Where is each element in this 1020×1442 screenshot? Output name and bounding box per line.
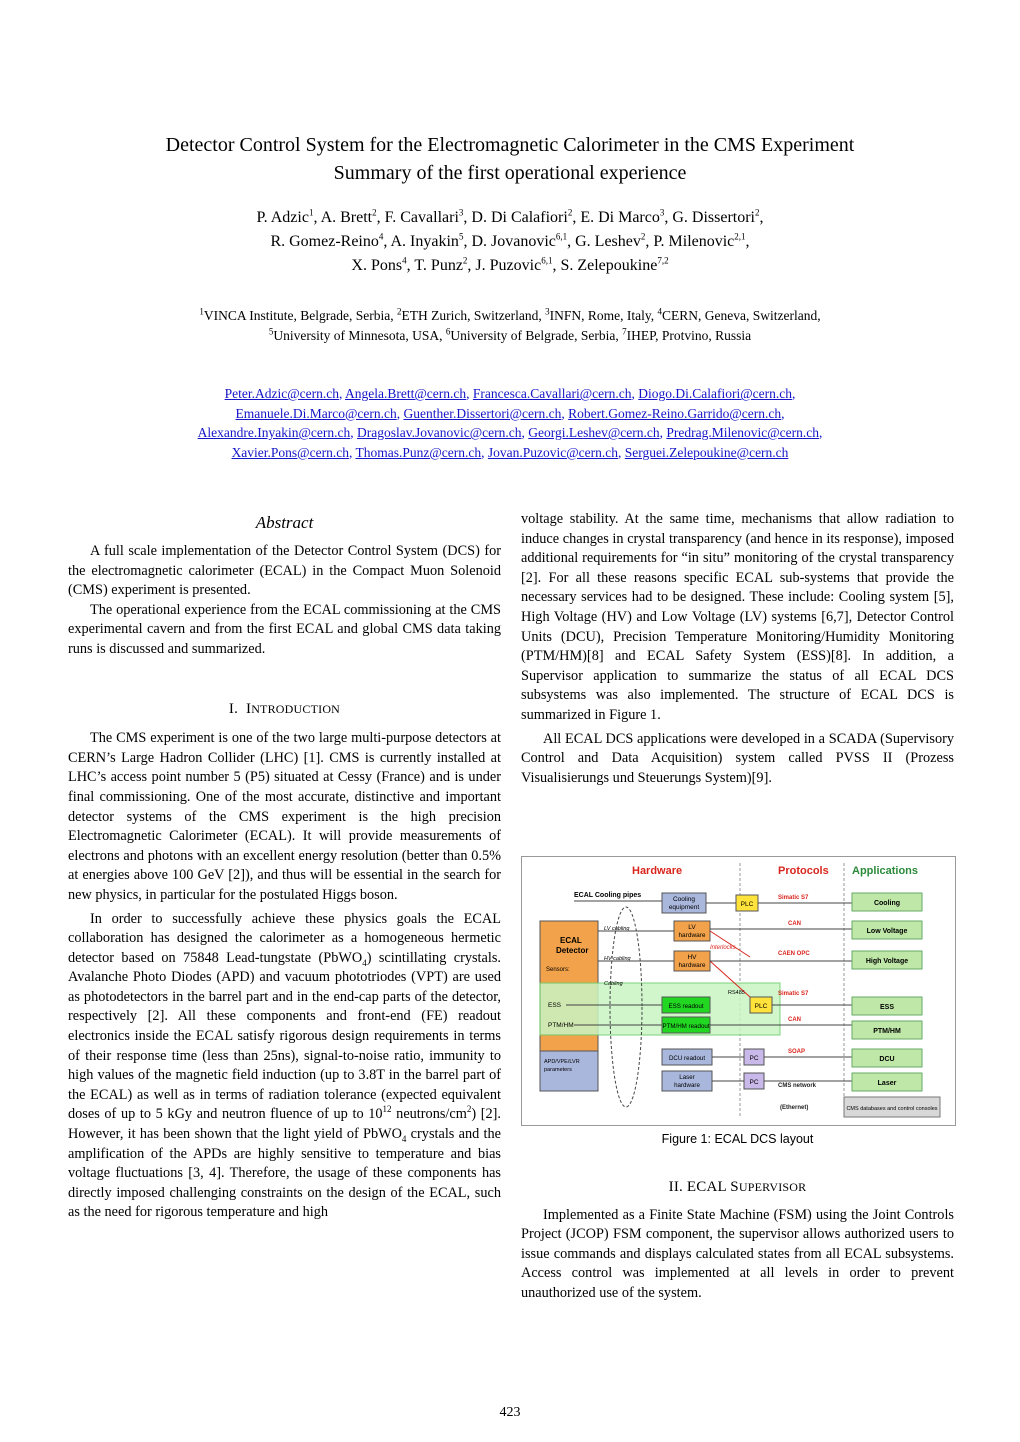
ecal-detector-label: ECAL bbox=[560, 936, 582, 945]
author-affiliation-mark: 3 bbox=[458, 207, 464, 218]
email-line: Emanuele.Di.Marco@cern.ch, Guenther.Dissertori@cern.ch, Robert.Gomez-Reino.Garrido@cern.ch, bbox=[235, 405, 785, 421]
affiliation-text: IHEP, Protvino, Russia bbox=[626, 328, 752, 343]
author-affiliation-mark: 4 bbox=[402, 255, 407, 266]
email-list bbox=[60, 384, 960, 462]
author-name: F. Cavallari bbox=[384, 209, 459, 226]
svg-text:PLC: PLC bbox=[740, 901, 754, 908]
svg-text:Laser: Laser bbox=[877, 1080, 897, 1087]
email-link[interactable]: Xavier.Pons@cern.ch bbox=[231, 444, 349, 460]
svg-text:HV: HV bbox=[687, 954, 697, 961]
author-name: X. Pons bbox=[351, 257, 403, 274]
email-link[interactable]: Francesca.Cavallari@cern.ch bbox=[472, 386, 632, 401]
header-protocols: Protocols bbox=[778, 865, 829, 877]
svg-text:CAN: CAN bbox=[788, 921, 801, 927]
email-link[interactable]: Guenther.Dissertori@cern.ch bbox=[403, 405, 562, 421]
svg-text:APD/VPE/LVR: APD/VPE/LVR bbox=[544, 1059, 580, 1065]
author-line: X. Pons$^4$, T. Punz$^2$, J. Puzovic$^{6,1}$, S. Zelepoukine$^{7,2}$ bbox=[351, 255, 669, 274]
author-affiliation-mark: 5 bbox=[458, 231, 464, 242]
svg-text:LV: LV bbox=[688, 924, 696, 931]
svg-text:Laser: Laser bbox=[679, 1074, 695, 1081]
svg-text:(Ethernet): (Ethernet) bbox=[780, 1105, 809, 1111]
svg-text:Simatic S7: Simatic S7 bbox=[778, 991, 809, 997]
email-link[interactable]: Peter.Adzic@cern.ch bbox=[224, 386, 339, 401]
svg-text:hardware: hardware bbox=[678, 932, 706, 939]
email-link[interactable]: Serguei.Zelepoukine@cern.ch bbox=[624, 444, 789, 460]
svg-text:PTM/HM readout: PTM/HM readout bbox=[662, 1023, 710, 1030]
right-paragraph-1: voltage stability. At the same time, mechanisms that allow radiation to induce changes in crystal transparency (and hence in its response), imposed additional requirements for “in situ” monitoring of the crystal transparency [2]. For all these reasons specific ECAL sub-systems that provide the necessary services had to be designed. These include: Cooling system [5], High Voltage (HV) and Low Voltage (LV) systems [6,7], Detector Control Units (DCU), Precision Temperature Monitoring/Humidity Monitoring (PTM/HM)[8] and ECAL Safety System (ESS)[8]. In addition, a Supervisor application to summarize the status of all ECAL DCS subsystems was also implemented. The structure of ECAL DCS is summarized in Figure 1. bbox=[521, 511, 954, 723]
paper-title bbox=[60, 131, 960, 187]
title-line-1: Detector Control System for the Electromagnetic Calorimeter in the CMS Experiment bbox=[165, 134, 855, 156]
right-column-bottom bbox=[521, 1178, 954, 1304]
svg-text:ESS readout: ESS readout bbox=[668, 1003, 704, 1010]
author-name: P. Adzic bbox=[256, 209, 309, 226]
author-affiliation-mark: 1 bbox=[308, 207, 314, 218]
figure-caption: Figure 1: ECAL DCS layout bbox=[661, 1132, 814, 1146]
dcs-diagram bbox=[522, 857, 955, 1125]
svg-text:PTM/HM: PTM/HM bbox=[548, 1022, 574, 1029]
right-paragraph-2: All ECAL DCS applications were developed in a SCADA (Supervisory Control and Data Acquisition) system called PVSS II (Prozess Visualisierungs und Steuerungs System)[9]. bbox=[521, 730, 954, 786]
left-column bbox=[68, 512, 501, 1223]
svg-text:parameters: parameters bbox=[544, 1067, 572, 1073]
author-name: G. Dissertori bbox=[672, 209, 755, 226]
author-affiliation-mark: 6,1 bbox=[541, 255, 553, 266]
svg-text:PC: PC bbox=[749, 1055, 759, 1062]
email-link[interactable]: Alexandre.Inyakin@cern.ch bbox=[197, 425, 351, 440]
svg-text:Cooling: Cooling bbox=[873, 900, 901, 907]
email-link[interactable]: Georgi.Leshev@cern.ch bbox=[528, 425, 660, 440]
author-affiliation-mark: 2,1 bbox=[734, 231, 746, 242]
author-name: G. Leshev bbox=[575, 233, 641, 250]
author-affiliation-mark: 2 bbox=[372, 207, 377, 218]
author-affiliation-mark: 3 bbox=[659, 207, 665, 218]
svg-text:equipment: equipment bbox=[668, 904, 700, 911]
svg-text:LV cabling: LV cabling bbox=[604, 926, 630, 932]
author-name: P. Milenovic bbox=[653, 233, 735, 250]
svg-text:hardware: hardware bbox=[678, 962, 706, 969]
svg-text:CMS databases and control cons: CMS databases and control consoles bbox=[846, 1106, 938, 1112]
section-heading-supervisor: II. ECAL SUPERVISOR bbox=[668, 1179, 807, 1195]
header-applications: Applications bbox=[852, 865, 919, 877]
email-link[interactable]: Thomas.Punz@cern.ch bbox=[355, 444, 482, 460]
svg-text:SOAP: SOAP bbox=[788, 1049, 806, 1055]
svg-text:DCU: DCU bbox=[879, 1056, 895, 1063]
svg-text:Cabling: Cabling bbox=[604, 981, 623, 987]
author-affiliation-mark: 2 bbox=[567, 207, 573, 218]
author-line: P. Adzic$^1$, A. Brett$^2$, F. Cavallari$^3$, D. Di Calafiori$^2$, E. Di Marco$^3$, G. Dissertori$^2$, bbox=[256, 207, 764, 226]
author-name: R. Gomez-Reino bbox=[270, 233, 379, 250]
affiliation-line: $^1$VINCA Institute, Belgrade, Serbia, $^2$ETH Zurich, Switzerland, $^3$INFN, Rome, Italy, $^4$CERN, Geneva, Switzerland, bbox=[199, 306, 821, 323]
email-link[interactable]: Robert.Gomez-Reino.Garrido@cern.ch bbox=[568, 405, 782, 421]
svg-text:RS485: RS485 bbox=[728, 990, 745, 996]
svg-text:Interlocks: Interlocks bbox=[710, 945, 736, 951]
author-affiliation-mark: 7,2 bbox=[657, 255, 669, 266]
header-hardware: Hardware bbox=[632, 865, 683, 877]
supervisor-paragraph: Implemented as a Finite State Machine (FSM) using the Joint Controls Project (JCOP) FSM component, the supervisor allows authorized users to issue commands and displays calculated states from all ECAL subsystems. Access control was implemented at all levels in order to prevent unauthorized use of the system. bbox=[521, 1206, 954, 1301]
author-name: D. Di Calafiori bbox=[471, 209, 568, 226]
email-link[interactable]: Angela.Brett@cern.ch bbox=[345, 386, 467, 401]
affiliation-text: VINCA Institute, Belgrade, Serbia, bbox=[203, 308, 398, 323]
author-affiliation-mark: 2 bbox=[462, 255, 468, 266]
email-link[interactable]: Predrag.Milenovic@cern.ch bbox=[666, 425, 820, 440]
author-name: A. Inyakin bbox=[390, 233, 459, 250]
author-list bbox=[60, 206, 960, 278]
svg-text:Low Voltage: Low Voltage bbox=[866, 928, 908, 935]
email-line: Alexandre.Inyakin@cern.ch, Dragoslav.Jovanovic@cern.ch, Georgi.Leshev@cern.ch, Predrag.Milenovic@cern.ch, bbox=[197, 425, 823, 440]
affiliation-text: ETH Zurich, Switzerland, bbox=[401, 308, 546, 323]
author-name: S. Zelepoukine bbox=[560, 257, 658, 274]
svg-text:PLC: PLC bbox=[754, 1003, 768, 1010]
affiliation-text: University of Belgrade, Serbia, bbox=[450, 328, 623, 343]
email-line: Peter.Adzic@cern.ch, Angela.Brett@cern.ch, Francesca.Cavallari@cern.ch, Diogo.Di.Calafiori@cern.ch, bbox=[224, 386, 796, 401]
svg-text:hardware: hardware bbox=[674, 1082, 700, 1089]
author-name: T. Punz bbox=[414, 257, 463, 274]
svg-text:High Voltage: High Voltage bbox=[865, 958, 909, 965]
svg-text:Detector: Detector bbox=[556, 946, 589, 955]
author-name: E. Di Marco bbox=[580, 209, 660, 226]
svg-text:DCU readout: DCU readout bbox=[668, 1055, 706, 1062]
right-column-top bbox=[521, 510, 954, 788]
cooling-equipment-label: Cooling bbox=[672, 896, 696, 903]
author-affiliation-mark: 4 bbox=[378, 231, 384, 242]
email-link[interactable]: Dragoslav.Jovanovic@cern.ch bbox=[356, 425, 522, 440]
affiliations bbox=[60, 306, 960, 346]
email-link[interactable]: Jovan.Puzovic@cern.ch bbox=[487, 444, 619, 460]
author-affiliation-mark: 2 bbox=[755, 207, 760, 218]
affiliation-text: CERN, Geneva, Switzerland, bbox=[661, 308, 821, 323]
author-affiliation-mark: 6,1 bbox=[555, 231, 568, 242]
svg-text:CMS network: CMS network bbox=[778, 1083, 817, 1089]
abstract-heading: Abstract bbox=[255, 513, 314, 532]
svg-text:CAEN OPC: CAEN OPC bbox=[778, 951, 810, 957]
svg-text:Simatic S7: Simatic S7 bbox=[778, 895, 809, 901]
intro-paragraph-1: The CMS experiment is one of the two large multi-purpose detectors at CERN’s Large Hadron Collider (LHC) [1]. CMS is currently installed at LHC’s access point number 5 (P5) situated at Cessy (France) and is under final commissioning. One of the most accurate, distinctive and important detector systems of the CMS experiment is the high precision Electromagnetic Calorimeter (ECAL). It will provide measurements of electrons and photons with an excellent energy resolution (better than 0.5% at energies above 100 GeV [2]), and thus will be essential in the search for new physics, in particular for the postulated Higgs boson. bbox=[68, 730, 501, 903]
svg-text:HV cabling: HV cabling bbox=[604, 956, 631, 962]
title-line-2: Summary of the first operational experience bbox=[333, 162, 687, 184]
author-line: R. Gomez-Reino$^4$, A. Inyakin$^5$, D. Jovanovic$^{6,1}$, G. Leshev$^2$, P. Milenovic$^{2,1}$, bbox=[270, 231, 750, 250]
affiliation-line: $^5$University of Minnesota, USA, $^6$University of Belgrade, Serbia, $^7$IHEP, Protvino, Russia bbox=[268, 326, 752, 343]
email-link[interactable]: Diogo.Di.Calafiori@cern.ch bbox=[638, 386, 793, 401]
svg-text:ESS: ESS bbox=[548, 1002, 562, 1009]
page-number: 423 bbox=[499, 1405, 521, 1420]
figure-ecal-dcs-layout bbox=[521, 856, 956, 1126]
section-heading-introduction: I. INTRODUCTION bbox=[228, 700, 341, 717]
svg-text:ESS: ESS bbox=[879, 1004, 895, 1011]
author-name: J. Puzovic bbox=[475, 257, 542, 274]
svg-text:CAN: CAN bbox=[788, 1017, 801, 1023]
email-link[interactable]: Emanuele.Di.Marco@cern.ch bbox=[235, 405, 397, 421]
affiliation-text: INFN, Rome, Italy, bbox=[549, 308, 658, 323]
sensors-label: Sensors: bbox=[546, 967, 570, 973]
author-affiliation-mark: 2 bbox=[640, 231, 646, 242]
label-cooling-pipes: ECAL Cooling pipes bbox=[574, 892, 642, 899]
author-name: D. Jovanovic bbox=[471, 233, 556, 250]
svg-text:PC: PC bbox=[749, 1079, 759, 1086]
affiliation-text: University of Minnesota, USA, bbox=[273, 328, 446, 343]
email-line: Xavier.Pons@cern.ch, Thomas.Punz@cern.ch, Jovan.Puzovic@cern.ch, Serguei.Zelepoukine@cern.ch bbox=[231, 444, 789, 460]
intro-paragraph-2: In order to successfully achieve these physics goals the ECAL collaboration has designed the calorimeter as a homogeneous hermetic detector based on 75848 Lead-tungstate (PbWO$_4$) scintillating crystals. Avalanche Photo Diodes (APD) and vacuum phototriodes (VPT) are used as photodetectors in the barrel part and in the end-cap parts of the detector, respectively [2]. All these components and front-end (FE) readout electronics inside the ECAL satisfy rigorous design requirements in terms of their response time (less than 25ns), signal-to-noise ratio, immunity to high values of the magnetic field induction (up to 3.8T in the barrel part of the ECAL) as well as in terms of radiation tolerance (expected equivalent doses of up to 5 kGy and neutron fluence of up to $10^{12}$ neutrons/$cm^2$) [2]. However, it has been shown that the light yield of PbWO$_4$ crystals and the amplification of the APDs are highly sensitive to temperature and bias voltage fluctuations [3, 4]. Therefore, the usage of these components has directly imposed challenging constraints on the design of the ECAL, such as the need for rigorous temperature and high bbox=[68, 910, 501, 1221]
svg-text:PTM/HM: PTM/HM bbox=[873, 1028, 901, 1035]
author-name: A. Brett bbox=[320, 209, 373, 226]
abstract-paragraph-1: A full scale implementation of the Detector Control System (DCS) for the electromagnetic calorimeter (ECAL) in the Compact Muon Solenoid (CMS) experiment is presented. bbox=[68, 543, 501, 599]
abstract-paragraph-2: The operational experience from the ECAL commissioning at the CMS experimental cavern and from the first ECAL and global CMS data taking runs is discussed and summarized. bbox=[68, 601, 501, 657]
